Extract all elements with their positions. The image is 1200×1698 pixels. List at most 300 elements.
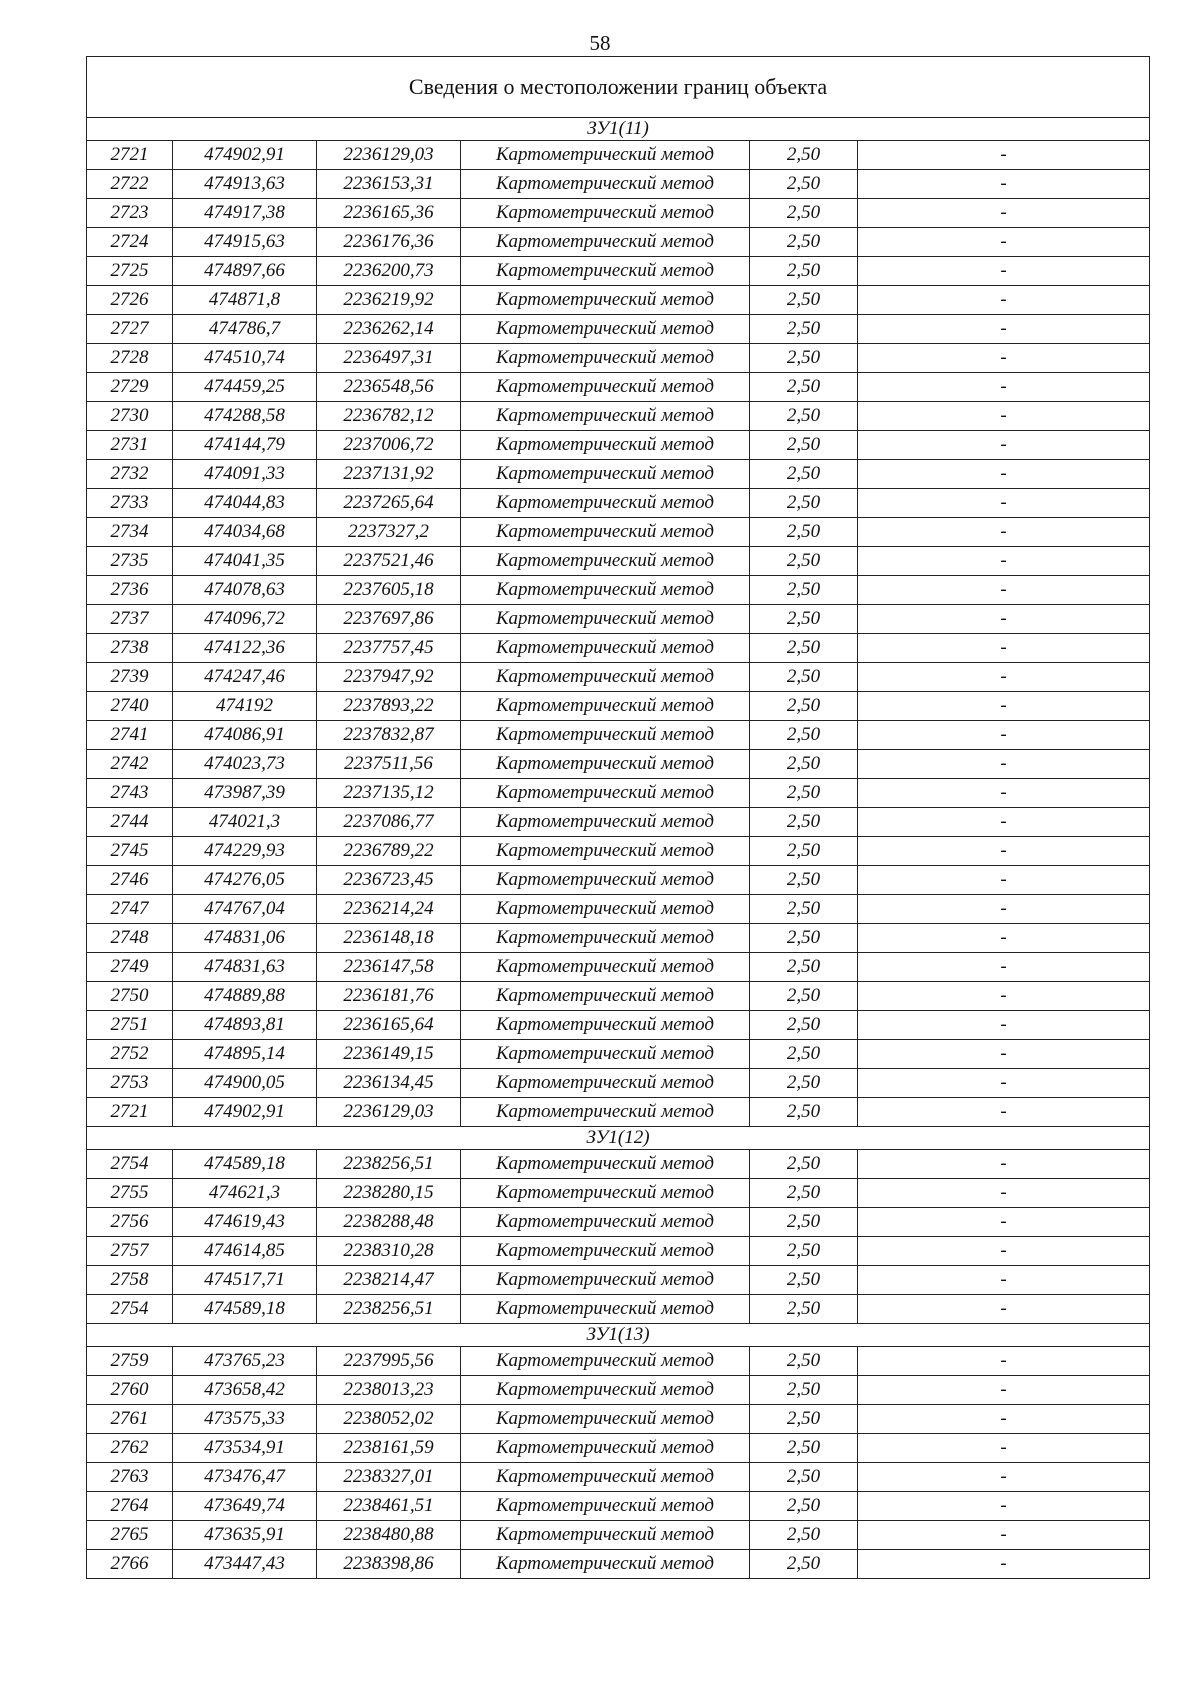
description-cell: -: [858, 808, 1150, 837]
accuracy-cell: 2,50: [750, 170, 858, 199]
point-number-cell: 2758: [87, 1266, 173, 1295]
x-coordinate-cell: 474871,8: [173, 286, 317, 315]
description-cell: -: [858, 924, 1150, 953]
table-row: [87, 1376, 1150, 1405]
accuracy-cell: 2,50: [750, 1098, 858, 1127]
accuracy-cell: 2,50: [750, 489, 858, 518]
method-cell: Картометрический метод: [461, 750, 750, 779]
point-number-cell: 2730: [87, 402, 173, 431]
y-coordinate-cell: 2236200,73: [317, 257, 461, 286]
y-coordinate-cell: 2236262,14: [317, 315, 461, 344]
x-coordinate-cell: 474021,3: [173, 808, 317, 837]
accuracy-cell: 2,50: [750, 1521, 858, 1550]
x-coordinate-cell: 474510,74: [173, 344, 317, 373]
method-cell: Картометрический метод: [461, 663, 750, 692]
x-coordinate-cell: 474288,58: [173, 402, 317, 431]
accuracy-cell: 2,50: [750, 344, 858, 373]
point-number-cell: 2742: [87, 750, 173, 779]
table-row: [87, 1434, 1150, 1463]
accuracy-cell: 2,50: [750, 1179, 858, 1208]
point-number-cell: 2755: [87, 1179, 173, 1208]
y-coordinate-cell: 2237006,72: [317, 431, 461, 460]
x-coordinate-cell: 474091,33: [173, 460, 317, 489]
x-coordinate-cell: 474096,72: [173, 605, 317, 634]
accuracy-cell: 2,50: [750, 518, 858, 547]
x-coordinate-cell: 474897,66: [173, 257, 317, 286]
x-coordinate-cell: 474893,81: [173, 1011, 317, 1040]
y-coordinate-cell: 2237265,64: [317, 489, 461, 518]
section-header-row: [87, 1324, 1150, 1347]
y-coordinate-cell: 2236147,58: [317, 953, 461, 982]
point-number-cell: 2761: [87, 1405, 173, 1434]
table-row: [87, 1266, 1150, 1295]
point-number-cell: 2736: [87, 576, 173, 605]
description-cell: -: [858, 1098, 1150, 1127]
x-coordinate-cell: 474122,36: [173, 634, 317, 663]
y-coordinate-cell: 2237135,12: [317, 779, 461, 808]
point-number-cell: 2749: [87, 953, 173, 982]
description-cell: -: [858, 895, 1150, 924]
method-cell: Картометрический метод: [461, 1237, 750, 1266]
description-cell: -: [858, 431, 1150, 460]
description-cell: -: [858, 141, 1150, 170]
point-number-cell: 2744: [87, 808, 173, 837]
point-number-cell: 2721: [87, 141, 173, 170]
method-cell: Картометрический метод: [461, 837, 750, 866]
method-cell: Картометрический метод: [461, 605, 750, 634]
y-coordinate-cell: 2236149,15: [317, 1040, 461, 1069]
method-cell: Картометрический метод: [461, 1150, 750, 1179]
accuracy-cell: 2,50: [750, 1150, 858, 1179]
table-row: [87, 576, 1150, 605]
y-coordinate-cell: 2236782,12: [317, 402, 461, 431]
table-row: [87, 953, 1150, 982]
description-cell: -: [858, 866, 1150, 895]
description-cell: -: [858, 721, 1150, 750]
table-row: [87, 692, 1150, 721]
table-title: Сведения о местоположении границ объекта: [87, 57, 1150, 118]
y-coordinate-cell: 2237131,92: [317, 460, 461, 489]
point-number-cell: 2743: [87, 779, 173, 808]
method-cell: Картометрический метод: [461, 953, 750, 982]
table-row: [87, 982, 1150, 1011]
description-cell: -: [858, 402, 1150, 431]
description-cell: -: [858, 286, 1150, 315]
accuracy-cell: 2,50: [750, 1434, 858, 1463]
point-number-cell: 2735: [87, 547, 173, 576]
description-cell: -: [858, 489, 1150, 518]
x-coordinate-cell: 474831,06: [173, 924, 317, 953]
y-coordinate-cell: 2236497,31: [317, 344, 461, 373]
accuracy-cell: 2,50: [750, 1069, 858, 1098]
point-number-cell: 2746: [87, 866, 173, 895]
point-number-cell: 2740: [87, 692, 173, 721]
description-cell: -: [858, 837, 1150, 866]
x-coordinate-cell: 474459,25: [173, 373, 317, 402]
boundary-coordinates-table: [86, 56, 1150, 1579]
y-coordinate-cell: 2238461,51: [317, 1492, 461, 1521]
table-row: [87, 518, 1150, 547]
x-coordinate-cell: 474889,88: [173, 982, 317, 1011]
method-cell: Картометрический метод: [461, 721, 750, 750]
method-cell: Картометрический метод: [461, 1069, 750, 1098]
description-cell: -: [858, 518, 1150, 547]
accuracy-cell: 2,50: [750, 1011, 858, 1040]
description-cell: -: [858, 344, 1150, 373]
y-coordinate-cell: 2236181,76: [317, 982, 461, 1011]
point-number-cell: 2765: [87, 1521, 173, 1550]
method-cell: Картометрический метод: [461, 315, 750, 344]
table-row: [87, 1237, 1150, 1266]
method-cell: Картометрический метод: [461, 141, 750, 170]
point-number-cell: 2738: [87, 634, 173, 663]
point-number-cell: 2753: [87, 1069, 173, 1098]
table-row: [87, 1040, 1150, 1069]
x-coordinate-cell: 474229,93: [173, 837, 317, 866]
description-cell: -: [858, 1492, 1150, 1521]
method-cell: Картометрический метод: [461, 402, 750, 431]
x-coordinate-cell: 474786,7: [173, 315, 317, 344]
y-coordinate-cell: 2237086,77: [317, 808, 461, 837]
description-cell: -: [858, 663, 1150, 692]
table-row: [87, 431, 1150, 460]
table-row: [87, 1550, 1150, 1579]
description-cell: -: [858, 1208, 1150, 1237]
point-number-cell: 2739: [87, 663, 173, 692]
y-coordinate-cell: 2237893,22: [317, 692, 461, 721]
y-coordinate-cell: 2238310,28: [317, 1237, 461, 1266]
method-cell: Картометрический метод: [461, 1098, 750, 1127]
table-body: [87, 57, 1150, 1579]
point-number-cell: 2731: [87, 431, 173, 460]
point-number-cell: 2756: [87, 1208, 173, 1237]
accuracy-cell: 2,50: [750, 431, 858, 460]
x-coordinate-cell: 474902,91: [173, 141, 317, 170]
x-coordinate-cell: 473649,74: [173, 1492, 317, 1521]
y-coordinate-cell: 2238052,02: [317, 1405, 461, 1434]
accuracy-cell: 2,50: [750, 692, 858, 721]
x-coordinate-cell: 474086,91: [173, 721, 317, 750]
table-row: [87, 808, 1150, 837]
description-cell: -: [858, 460, 1150, 489]
x-coordinate-cell: 474044,83: [173, 489, 317, 518]
table-row: [87, 663, 1150, 692]
x-coordinate-cell: 474895,14: [173, 1040, 317, 1069]
point-number-cell: 2757: [87, 1237, 173, 1266]
table-row: [87, 924, 1150, 953]
point-number-cell: 2766: [87, 1550, 173, 1579]
description-cell: -: [858, 1347, 1150, 1376]
accuracy-cell: 2,50: [750, 1492, 858, 1521]
x-coordinate-cell: 474589,18: [173, 1150, 317, 1179]
method-cell: Картометрический метод: [461, 924, 750, 953]
accuracy-cell: 2,50: [750, 808, 858, 837]
accuracy-cell: 2,50: [750, 1347, 858, 1376]
point-number-cell: 2732: [87, 460, 173, 489]
page-number: 58: [589, 31, 611, 55]
point-number-cell: 2747: [87, 895, 173, 924]
x-coordinate-cell: 473658,42: [173, 1376, 317, 1405]
accuracy-cell: 2,50: [750, 663, 858, 692]
point-number-cell: 2722: [87, 170, 173, 199]
point-number-cell: 2733: [87, 489, 173, 518]
table-row: [87, 779, 1150, 808]
accuracy-cell: 2,50: [750, 1237, 858, 1266]
x-coordinate-cell: 474614,85: [173, 1237, 317, 1266]
table-row: [87, 866, 1150, 895]
description-cell: -: [858, 228, 1150, 257]
x-coordinate-cell: 474619,43: [173, 1208, 317, 1237]
accuracy-cell: 2,50: [750, 1550, 858, 1579]
accuracy-cell: 2,50: [750, 228, 858, 257]
section-header-row: [87, 1127, 1150, 1150]
method-cell: Картометрический метод: [461, 982, 750, 1011]
point-number-cell: 2727: [87, 315, 173, 344]
table-row: [87, 895, 1150, 924]
method-cell: Картометрический метод: [461, 1405, 750, 1434]
x-coordinate-cell: 474276,05: [173, 866, 317, 895]
accuracy-cell: 2,50: [750, 1376, 858, 1405]
point-number-cell: 2754: [87, 1150, 173, 1179]
method-cell: Картометрический метод: [461, 692, 750, 721]
table-row: [87, 315, 1150, 344]
point-number-cell: 2745: [87, 837, 173, 866]
x-coordinate-cell: 474023,73: [173, 750, 317, 779]
x-coordinate-cell: 474915,63: [173, 228, 317, 257]
y-coordinate-cell: 2237832,87: [317, 721, 461, 750]
description-cell: -: [858, 373, 1150, 402]
method-cell: Картометрический метод: [461, 1040, 750, 1069]
point-number-cell: 2763: [87, 1463, 173, 1492]
point-number-cell: 2729: [87, 373, 173, 402]
table-row: [87, 257, 1150, 286]
y-coordinate-cell: 2237521,46: [317, 547, 461, 576]
point-number-cell: 2726: [87, 286, 173, 315]
accuracy-cell: 2,50: [750, 721, 858, 750]
point-number-cell: 2721: [87, 1098, 173, 1127]
table-row: [87, 1179, 1150, 1208]
x-coordinate-cell: 474913,63: [173, 170, 317, 199]
y-coordinate-cell: 2236214,24: [317, 895, 461, 924]
table-row: [87, 1098, 1150, 1127]
method-cell: Картометрический метод: [461, 1347, 750, 1376]
method-cell: Картометрический метод: [461, 1550, 750, 1579]
accuracy-cell: 2,50: [750, 924, 858, 953]
method-cell: Картометрический метод: [461, 228, 750, 257]
method-cell: Картометрический метод: [461, 1492, 750, 1521]
table-row: [87, 141, 1150, 170]
point-number-cell: 2723: [87, 199, 173, 228]
accuracy-cell: 2,50: [750, 576, 858, 605]
table-row: [87, 1069, 1150, 1098]
point-number-cell: 2741: [87, 721, 173, 750]
x-coordinate-cell: 474192: [173, 692, 317, 721]
description-cell: -: [858, 779, 1150, 808]
point-number-cell: 2725: [87, 257, 173, 286]
point-number-cell: 2759: [87, 1347, 173, 1376]
description-cell: -: [858, 1011, 1150, 1040]
accuracy-cell: 2,50: [750, 1463, 858, 1492]
x-coordinate-cell: 473534,91: [173, 1434, 317, 1463]
table-row: [87, 1347, 1150, 1376]
y-coordinate-cell: 2238480,88: [317, 1521, 461, 1550]
y-coordinate-cell: 2236723,45: [317, 866, 461, 895]
point-number-cell: 2762: [87, 1434, 173, 1463]
accuracy-cell: 2,50: [750, 402, 858, 431]
method-cell: Картометрический метод: [461, 634, 750, 663]
section-name: ЗУ1(13): [87, 1324, 1150, 1347]
description-cell: -: [858, 605, 1150, 634]
y-coordinate-cell: 2237947,92: [317, 663, 461, 692]
x-coordinate-cell: 473987,39: [173, 779, 317, 808]
method-cell: Картометрический метод: [461, 866, 750, 895]
table-row: [87, 286, 1150, 315]
table-row: [87, 605, 1150, 634]
method-cell: Картометрический метод: [461, 431, 750, 460]
table-row: [87, 634, 1150, 663]
accuracy-cell: 2,50: [750, 257, 858, 286]
description-cell: -: [858, 1266, 1150, 1295]
point-number-cell: 2751: [87, 1011, 173, 1040]
table-row: [87, 170, 1150, 199]
table-row: [87, 460, 1150, 489]
accuracy-cell: 2,50: [750, 373, 858, 402]
method-cell: Картометрический метод: [461, 344, 750, 373]
point-number-cell: 2728: [87, 344, 173, 373]
y-coordinate-cell: 2238214,47: [317, 1266, 461, 1295]
y-coordinate-cell: 2236153,31: [317, 170, 461, 199]
point-number-cell: 2750: [87, 982, 173, 1011]
description-cell: -: [858, 750, 1150, 779]
method-cell: Картометрический метод: [461, 170, 750, 199]
accuracy-cell: 2,50: [750, 1266, 858, 1295]
description-cell: -: [858, 1463, 1150, 1492]
point-number-cell: 2748: [87, 924, 173, 953]
description-cell: -: [858, 199, 1150, 228]
table-row: [87, 1208, 1150, 1237]
accuracy-cell: 2,50: [750, 750, 858, 779]
table-row: [87, 344, 1150, 373]
y-coordinate-cell: 2236148,18: [317, 924, 461, 953]
description-cell: -: [858, 1405, 1150, 1434]
accuracy-cell: 2,50: [750, 141, 858, 170]
y-coordinate-cell: 2236129,03: [317, 141, 461, 170]
table-row: [87, 750, 1150, 779]
table-row: [87, 228, 1150, 257]
table-row: [87, 199, 1150, 228]
x-coordinate-cell: 473575,33: [173, 1405, 317, 1434]
y-coordinate-cell: 2238256,51: [317, 1295, 461, 1324]
table-row: [87, 373, 1150, 402]
x-coordinate-cell: 474144,79: [173, 431, 317, 460]
table-row: [87, 1463, 1150, 1492]
description-cell: -: [858, 692, 1150, 721]
accuracy-cell: 2,50: [750, 866, 858, 895]
accuracy-cell: 2,50: [750, 779, 858, 808]
y-coordinate-cell: 2237327,2: [317, 518, 461, 547]
method-cell: Картометрический метод: [461, 1521, 750, 1550]
method-cell: Картометрический метод: [461, 1208, 750, 1237]
table-row: [87, 1150, 1150, 1179]
method-cell: Картометрический метод: [461, 286, 750, 315]
y-coordinate-cell: 2236219,92: [317, 286, 461, 315]
accuracy-cell: 2,50: [750, 460, 858, 489]
point-number-cell: 2760: [87, 1376, 173, 1405]
description-cell: -: [858, 1040, 1150, 1069]
method-cell: Картометрический метод: [461, 460, 750, 489]
accuracy-cell: 2,50: [750, 605, 858, 634]
x-coordinate-cell: 474247,46: [173, 663, 317, 692]
description-cell: -: [858, 1150, 1150, 1179]
x-coordinate-cell: 474900,05: [173, 1069, 317, 1098]
accuracy-cell: 2,50: [750, 1295, 858, 1324]
method-cell: Картометрический метод: [461, 1376, 750, 1405]
x-coordinate-cell: 473476,47: [173, 1463, 317, 1492]
accuracy-cell: 2,50: [750, 199, 858, 228]
accuracy-cell: 2,50: [750, 895, 858, 924]
y-coordinate-cell: 2237995,56: [317, 1347, 461, 1376]
y-coordinate-cell: 2237605,18: [317, 576, 461, 605]
accuracy-cell: 2,50: [750, 547, 858, 576]
description-cell: -: [858, 576, 1150, 605]
description-cell: -: [858, 547, 1150, 576]
description-cell: -: [858, 1521, 1150, 1550]
x-coordinate-cell: 474041,35: [173, 547, 317, 576]
description-cell: -: [858, 1069, 1150, 1098]
method-cell: Картометрический метод: [461, 489, 750, 518]
method-cell: Картометрический метод: [461, 1463, 750, 1492]
section-name: ЗУ1(12): [87, 1127, 1150, 1150]
y-coordinate-cell: 2238256,51: [317, 1150, 461, 1179]
method-cell: Картометрический метод: [461, 1295, 750, 1324]
y-coordinate-cell: 2238161,59: [317, 1434, 461, 1463]
accuracy-cell: 2,50: [750, 837, 858, 866]
y-coordinate-cell: 2238280,15: [317, 1179, 461, 1208]
x-coordinate-cell: 473447,43: [173, 1550, 317, 1579]
description-cell: -: [858, 257, 1150, 286]
method-cell: Картометрический метод: [461, 576, 750, 605]
y-coordinate-cell: 2236548,56: [317, 373, 461, 402]
description-cell: -: [858, 315, 1150, 344]
table-row: [87, 1405, 1150, 1434]
table-title-row: [87, 57, 1150, 118]
x-coordinate-cell: 473765,23: [173, 1347, 317, 1376]
x-coordinate-cell: 474917,38: [173, 199, 317, 228]
table-row: [87, 837, 1150, 866]
x-coordinate-cell: 474831,63: [173, 953, 317, 982]
method-cell: Картометрический метод: [461, 1434, 750, 1463]
x-coordinate-cell: 474767,04: [173, 895, 317, 924]
y-coordinate-cell: 2237511,56: [317, 750, 461, 779]
description-cell: -: [858, 1237, 1150, 1266]
method-cell: Картометрический метод: [461, 1266, 750, 1295]
accuracy-cell: 2,50: [750, 315, 858, 344]
table-row: [87, 402, 1150, 431]
accuracy-cell: 2,50: [750, 982, 858, 1011]
x-coordinate-cell: 473635,91: [173, 1521, 317, 1550]
method-cell: Картометрический метод: [461, 373, 750, 402]
description-cell: -: [858, 1179, 1150, 1208]
table-row: [87, 489, 1150, 518]
x-coordinate-cell: 474078,63: [173, 576, 317, 605]
description-cell: -: [858, 1550, 1150, 1579]
y-coordinate-cell: 2236165,64: [317, 1011, 461, 1040]
table-row: [87, 1295, 1150, 1324]
accuracy-cell: 2,50: [750, 1405, 858, 1434]
y-coordinate-cell: 2237697,86: [317, 605, 461, 634]
method-cell: Картометрический метод: [461, 808, 750, 837]
point-number-cell: 2724: [87, 228, 173, 257]
